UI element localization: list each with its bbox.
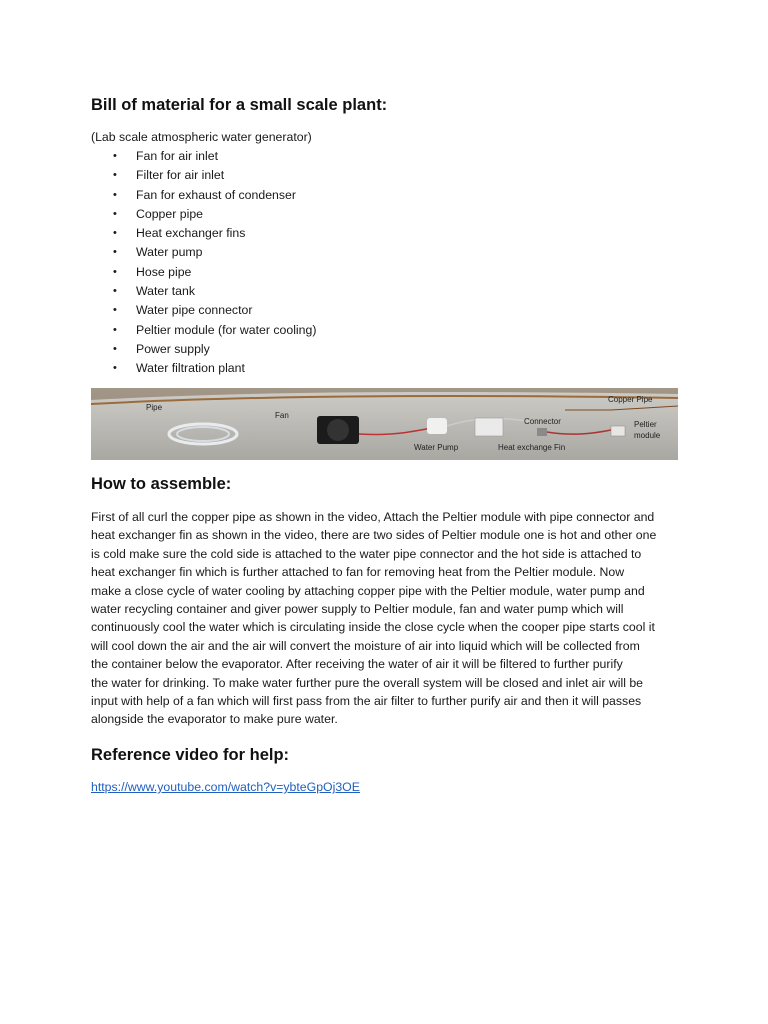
bullet-icon: • — [113, 342, 117, 355]
bullet-icon: • — [113, 207, 117, 220]
list-item-label: Water tank — [136, 284, 195, 299]
paragraph-line: the water for drinking. To make water further pure the overall system will be closed and inlet air will be — [91, 675, 644, 690]
bullet-icon: • — [113, 265, 117, 278]
label-peltier-line1: Peltier — [634, 420, 657, 429]
list-item-label: Peltier module (for water cooling) — [136, 322, 317, 337]
list-item-label: Fan for air inlet — [136, 149, 219, 163]
list-item — [91, 301, 316, 320]
list-item-label: Water filtration plant — [136, 361, 245, 376]
bullet-icon: • — [113, 362, 117, 375]
list-item — [91, 147, 316, 166]
bullet-icon: • — [113, 150, 117, 162]
list-item — [91, 282, 316, 301]
paragraph-line: will cool down the air and the air will convert the moisture of air into liquid which will be collected from — [91, 638, 640, 653]
bom-list — [91, 147, 316, 379]
bom-heading: Bill of material for a small scale plant: — [91, 96, 388, 114]
label-pipe: Pipe — [146, 403, 163, 412]
paragraph-line: First of all curl the copper pipe as shown in the video, Attach the Peltier module with pipe connector and — [91, 510, 655, 524]
bullet-icon: • — [113, 246, 117, 259]
water-pump-body — [427, 418, 447, 434]
list-item — [91, 263, 316, 282]
bom-subtitle: (Lab scale atmospheric water generator) — [91, 130, 312, 144]
bullet-icon: • — [113, 285, 117, 298]
components-photo — [91, 388, 678, 460]
list-item — [91, 243, 316, 262]
paragraph-line: heat exchanger fin which is further attached to fan for removing heat from the Peltier module. Now — [91, 565, 625, 580]
label-peltier-line2: module — [634, 431, 661, 440]
list-item — [91, 224, 316, 243]
list-item-label: Water pump — [136, 245, 203, 260]
connector-block — [537, 428, 547, 436]
paragraph-line: is cold make sure the cold side is attached to the water pipe connector and the hot side is attached to — [91, 546, 642, 561]
list-item-label: Fan for exhaust of condenser — [136, 187, 296, 202]
label-copper-pipe: Copper Pipe — [608, 395, 653, 404]
label-heat-exchange-fin: Heat exchange Fin — [498, 443, 566, 452]
bullet-icon: • — [113, 227, 117, 240]
list-item — [91, 359, 316, 378]
paragraph-line: continuously cool the water which is circulating inside the close cycle when the cooper pipe starts cool it — [91, 620, 655, 635]
reference-heading: Reference video for help: — [91, 746, 290, 764]
list-item — [91, 186, 316, 205]
heat-exchange-fin — [475, 418, 503, 436]
bullet-icon: • — [113, 188, 117, 201]
components-photo-illustration — [91, 388, 678, 460]
list-item-label: Heat exchanger fins — [136, 226, 246, 241]
paragraph-line: the container below the evaporator. After receiving the water of air it will be filtered to further purify — [91, 657, 623, 672]
list-item — [91, 321, 316, 340]
list-item — [91, 166, 316, 185]
paragraph-line: make a close cycle of water cooling by attaching copper pipe with the Peltier module, water pump and — [91, 583, 645, 598]
bullet-icon: • — [113, 169, 117, 182]
paragraph-line: water recycling container and giver power supply to Peltier module, fan and water pump which will — [91, 602, 624, 617]
list-item-label: Water pipe connector — [136, 303, 253, 318]
paragraph-line: alongside the evaporator to make pure water. — [91, 712, 338, 727]
table-surface — [91, 388, 678, 460]
list-item-label: Power supply — [136, 341, 210, 356]
list-item — [91, 340, 316, 359]
bullet-icon: • — [113, 304, 117, 317]
label-fan: Fan — [275, 411, 289, 420]
list-item-label: Filter for air inlet — [136, 168, 225, 183]
bullet-icon: • — [113, 323, 117, 336]
assemble-heading: How to assemble: — [91, 475, 232, 493]
label-connector: Connector — [524, 417, 561, 426]
label-water-pump: Water Pump — [414, 443, 459, 452]
assemble-paragraph — [91, 508, 681, 729]
list-item-label: Hose pipe — [136, 264, 192, 279]
paragraph-line: input with help of a fan which will first pass from the air filter to further purify air and then it will passes — [91, 694, 642, 709]
paragraph-line: heat exchanger fin as shown in the video, there are two sides of Peltier module one is hot and other one — [91, 528, 657, 543]
peltier-module — [611, 426, 625, 436]
fan-rotor — [327, 419, 349, 441]
list-item-label: Copper pipe — [136, 206, 203, 221]
list-item — [91, 205, 316, 224]
reference-video-link[interactable]: https://www.youtube.com/watch?v=ybteGpOj3OE — [91, 780, 360, 794]
